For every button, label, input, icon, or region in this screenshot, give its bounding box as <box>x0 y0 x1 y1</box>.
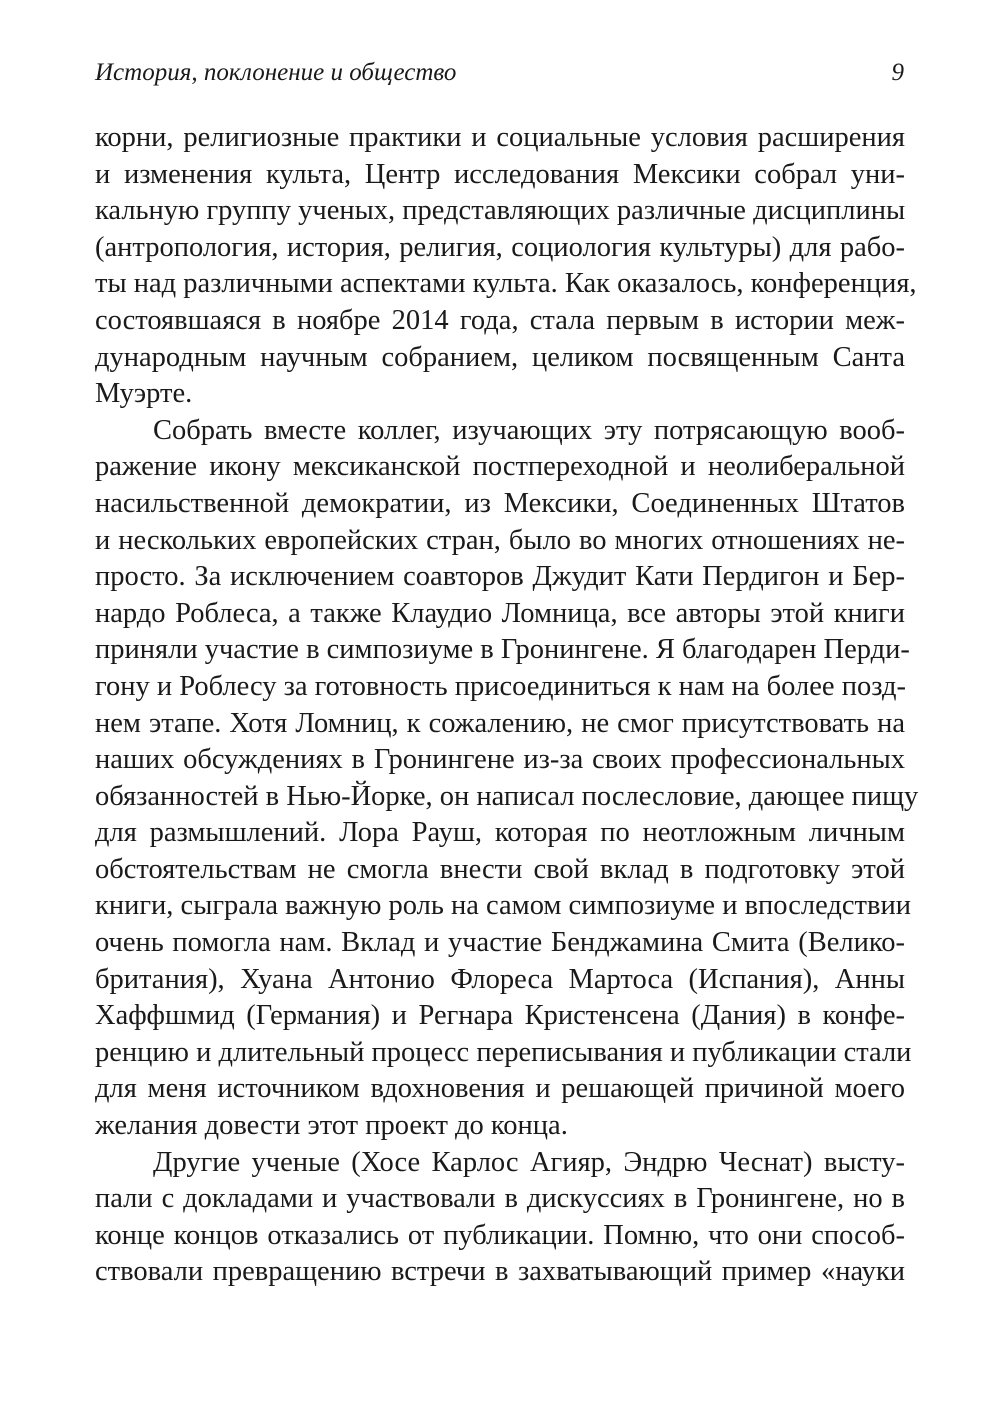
text-line: книги, сыграла важную роль на самом симпозиуме и впоследствии <box>95 890 911 922</box>
text-line: нем этапе. Хотя Ломниц, к сожалению, не смог присутствовать на <box>95 707 905 739</box>
body-text <box>95 120 919 1291</box>
text-line: очень помогла нам. Вклад и участие Бенджамина Смита (Велико- <box>95 927 905 959</box>
text-line: ренцию и длительный процесс переписывания и публикации стали <box>95 1036 912 1068</box>
text-line: и изменения культа, Центр исследования Мексики собрал уни- <box>95 158 905 190</box>
text-line: Муэрте. <box>95 378 193 410</box>
text-line: корни, религиозные практики и социальные условия расширения <box>95 122 905 153</box>
text-line: обязанностей в Нью-Йорке, он написал послесловие, дающее пищу <box>95 780 919 812</box>
text-line: ты над различными аспектами культа. Как оказалось, конференция, <box>95 268 917 300</box>
running-head <box>95 56 904 90</box>
text-line: дународным научным собранием, целиком посвященным Санта <box>95 341 905 373</box>
text-line: нардо Роблеса, а также Клаудио Ломница, все авторы этой книги <box>95 597 905 629</box>
text-line: Собрать вместе коллег, изучающих эту потрясающую вооб- <box>153 414 905 446</box>
text-line: желания довести этот проект до конца. <box>95 1110 568 1142</box>
text-line: Другие ученые (Хосе Карлос Агияр, Эндрю Чеснат) высту- <box>153 1146 905 1178</box>
text-line: пали с докладами и участвовали в дискуссиях в Гронингене, но в <box>95 1183 905 1215</box>
running-title: История, поклонение и общество <box>95 59 457 86</box>
paragraph-3 <box>95 1145 905 1291</box>
paragraph-2 <box>95 413 919 1145</box>
text-line: для размышлений. Лора Рауш, которая по неотложным личным <box>95 817 905 849</box>
text-line: для меня источником вдохновения и решающей причиной моего <box>95 1073 905 1105</box>
text-line: британия), Хуана Антонио Флореса Мартоса (Испания), Анны <box>95 963 905 995</box>
text-line: ствовали превращению встречи в захватывающий пример «науки <box>95 1256 905 1288</box>
text-line: кальную группу ученых, представляющих различные дисциплины <box>95 195 906 227</box>
text-line: обстоятельствам не смогла внести свой вклад в подготовку этой <box>95 853 905 885</box>
text-line: (антропология, история, религия, социология культуры) для рабо- <box>95 231 905 263</box>
text-line: ражение икону мексиканской постпереходной и неолиберальной <box>95 451 905 483</box>
text-line: Хаффшмид (Германия) и Регнара Кристенсена (Дания) в конфе- <box>95 1000 905 1032</box>
text-line: состоявшаяся в ноябре 2014 года, стала первым в истории меж- <box>95 304 905 336</box>
text-line: гону и Роблесу за готовность присоединиться к нам на более позд- <box>95 670 906 702</box>
page-number: 9 <box>891 59 904 86</box>
text-line: просто. За исключением соавторов Джудит Кати Пердигон и Бер- <box>95 561 905 593</box>
text-line: конце концов отказались от публикации. Помню, что они способ- <box>95 1219 905 1251</box>
text-line: наших обсуждениях в Гронингене из-за своих профессиональных <box>95 744 905 776</box>
paragraph-1 <box>95 120 917 413</box>
text-line: приняли участие в симпозиуме в Гронингене. Я благодарен Перди- <box>95 634 910 666</box>
text-line: насильственной демократии, из Мексики, Соединенных Штатов <box>95 487 905 519</box>
text-line: и нескольких европейских стран, было во многих отношениях не- <box>95 524 905 556</box>
